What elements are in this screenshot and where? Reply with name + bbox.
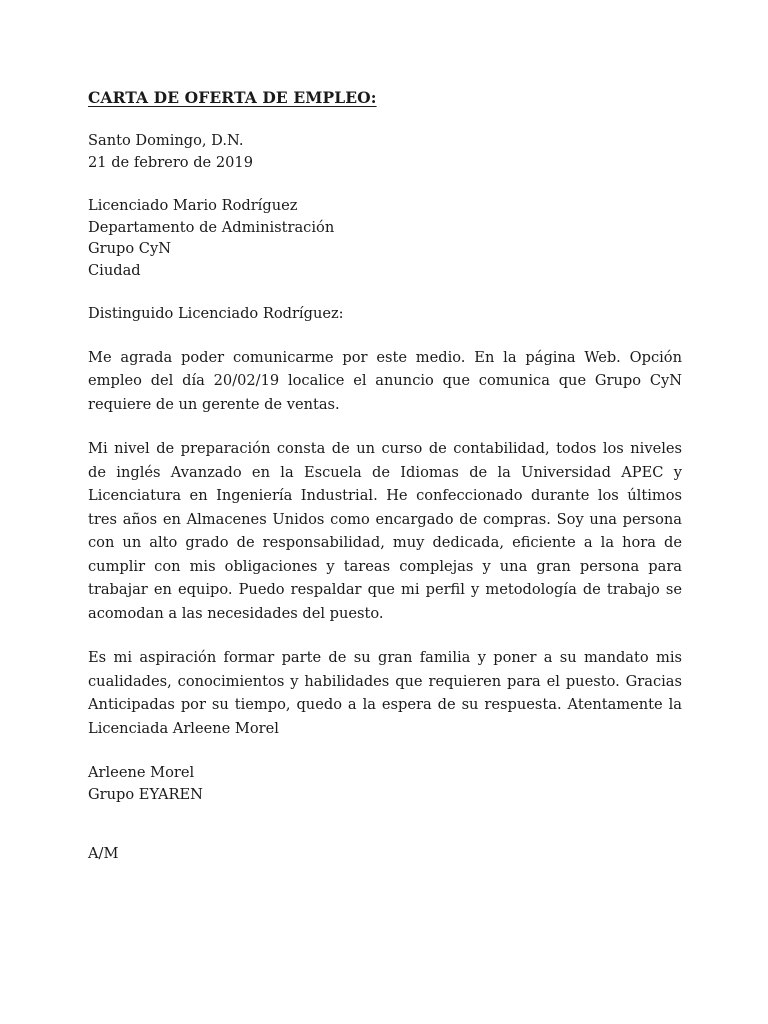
signature-block: [88, 762, 682, 805]
signature-name: Arleene Morel: [88, 764, 195, 781]
typist-initials: A/M: [88, 845, 119, 862]
recipient-name: Licenciado Mario Rodríguez: [88, 197, 298, 214]
origin-city: Santo Domingo, D.N.: [88, 132, 244, 149]
origin-date: 21 de febrero de 2019: [88, 153, 253, 171]
recipient-department: Departamento de Administración: [88, 218, 335, 236]
origin-block: [88, 130, 682, 173]
recipient-block: [88, 195, 682, 281]
recipient-company: Grupo CyN: [88, 240, 171, 257]
body-paragraph-2: Mi nivel de preparación consta de un curso de contabilidad, todos los niveles de inglés Avanzado en la Escuela de Idiomas de la Universidad APEC y Licenciatura en Ingeniería Industrial. He confeccionado durante los últimos tres años en Almacenes Unidos como encargado de compras. Soy una persona con un alto grado de responsabilidad, muy dedicada, eficiente a la hora de cumplir con mis obligaciones y tareas complejas y una gran persona para trabajar en equipo. Puedo respaldar que mi perfil y metodología de trabajo se acomodan a las necesidades del puesto.: [88, 440, 682, 622]
salutation: Distinguido Licenciado Rodríguez:: [88, 305, 344, 322]
document-title: CARTA DE OFERTA DE EMPLEO:: [88, 88, 377, 107]
body-paragraph-1: Me agrada poder comunicarme por este medio. En la página Web. Opción empleo del día 20/02/19 localice el anuncio que comunica que Grupo CyN requiere de un gerente de ventas.: [88, 348, 682, 413]
recipient-city: Ciudad: [88, 261, 141, 279]
body-paragraph-3: Es mi aspiración formar parte de su gran familia y poner a su mandato mis cualidades, conocimientos y habilidades que requieren para el puesto. Gracias Anticipadas por su tiempo, quedo a la espera de su respuesta. Atentamente la Licenciada Arleene Morel: [88, 649, 682, 737]
signature-company: Grupo EYAREN: [88, 785, 203, 803]
